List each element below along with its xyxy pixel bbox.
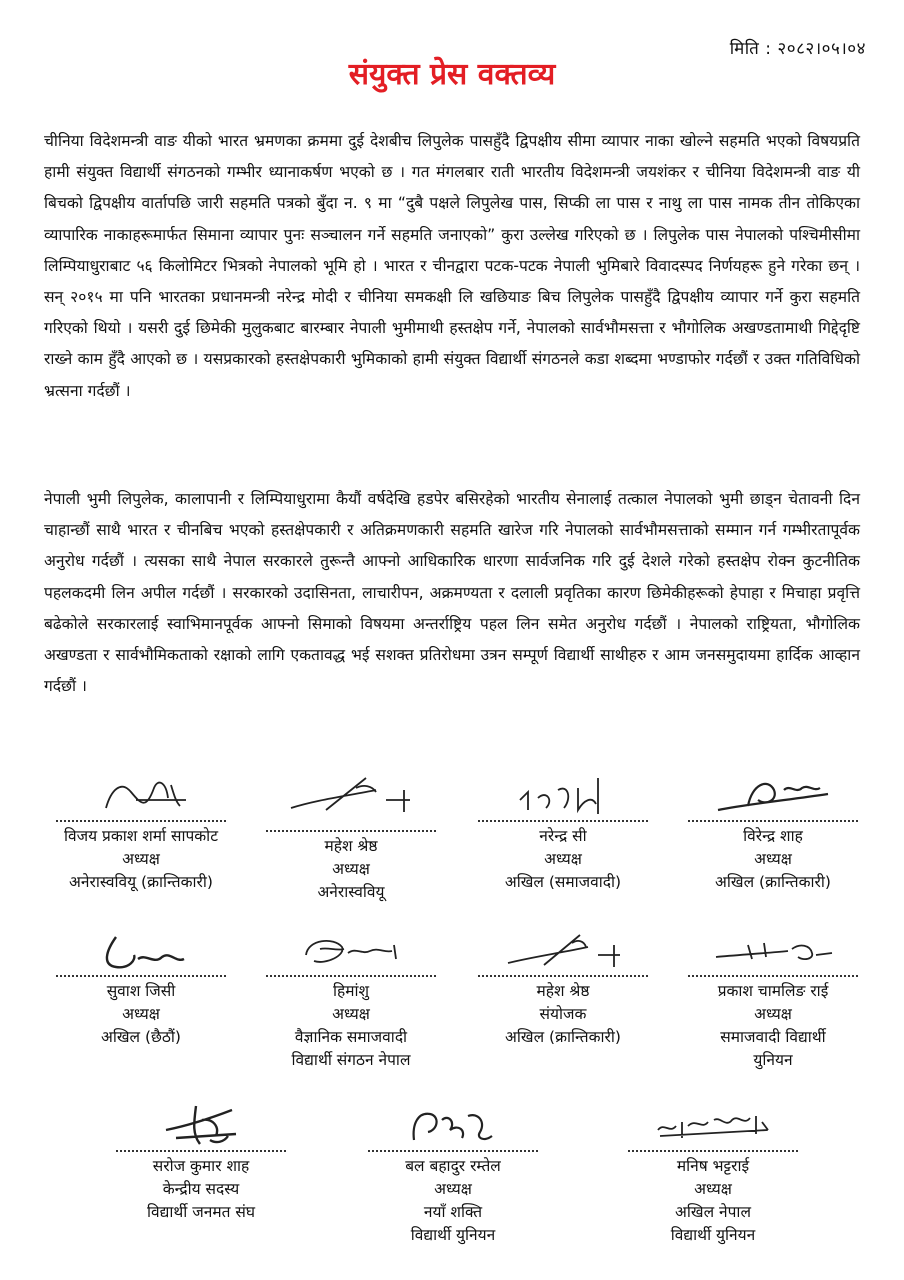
signatory-org: वैज्ञानिक समाजवादी xyxy=(294,1028,408,1046)
signatory-title: अध्यक्ष xyxy=(544,850,582,868)
signature-mark xyxy=(76,925,206,975)
signature-mark xyxy=(708,925,838,975)
signatory-block xyxy=(96,1100,306,1224)
signatory-title: अध्यक्ष xyxy=(434,1180,472,1198)
signatory-name: महेश श्रेष्ठ xyxy=(536,982,590,1000)
signatory-org: युनियन xyxy=(753,1051,793,1069)
signature-mark xyxy=(136,1100,266,1150)
signatory-block xyxy=(458,925,668,1049)
signature-mark xyxy=(498,925,628,975)
signatory-name: सरोज कुमार शाह xyxy=(152,1157,250,1175)
statement-date: मिति : २०८२।०५।०४ xyxy=(729,39,866,59)
signatory-name: बल बहादुर रम्तेल xyxy=(405,1157,501,1175)
signatory-org: अनेरास्ववियू xyxy=(317,883,385,901)
signatory-org: समाजवादी विद्यार्थी xyxy=(720,1028,826,1046)
signatory-org: अखिल (क्रान्तिकारी) xyxy=(505,1028,621,1046)
signature-mark xyxy=(286,925,416,975)
signatory-name: सुवाश जिसी xyxy=(106,982,176,1000)
signature-mark xyxy=(648,1100,778,1150)
signatory-block xyxy=(608,1100,818,1247)
signatory-org: विद्यार्थी युनियन xyxy=(410,1226,496,1244)
signatory-name: विजय प्रकाश शर्मा सापकोट xyxy=(63,827,219,845)
signatory-block xyxy=(668,925,878,1072)
signatory-org: नयाँ शक्ति xyxy=(423,1203,483,1221)
signatory-name: विरेन्द्र शाह xyxy=(743,827,803,845)
signatory-org: अखिल नेपाल xyxy=(675,1203,751,1221)
signatory-org: अखिल (क्रान्तिकारी) xyxy=(715,873,831,891)
signatory-block xyxy=(458,770,668,894)
signatory-title: अध्यक्ष xyxy=(122,850,160,868)
signatory-title: केन्द्रीय सदस्य xyxy=(162,1180,240,1198)
signature-mark xyxy=(286,770,416,820)
signature-mark xyxy=(708,770,838,820)
statement-paragraph-2: नेपाली भुमी लिपुलेक, कालापानी र लिम्पियाधुरामा कैयौं वर्षदेखि हडपेर बसिरहेको भारतीय सेनालाई तत्काल नेपालको भुमी छाड्न चेतावनी दिन चाहान्छौं साथै भारत र चीनबिच भएको हस्तक्षेपकारी र अतिक्रमणकारी सहमति खारेज गरि नेपालको सार्वभौमसत्ताको सम्मान गर्न गम्भीरतापूर्वक अनुरोध गर्दछौं । त्यसका साथै नेपाल सरकारले तुरून्तै आफ्नो आधिकारिक धारणा सार्वजनिक गरि दुई देशले गरेको हस्तक्षेप रोक्न कुटनीतिक पहलकदमी लिन अपील गर्दछौं । सरकारको उदासिनता, लाचारीपन, अक्रमण्यता र दलाली प्रवृतिका कारण छिमेकीहरूको हेपाहा र मिचाहा प्रवृत्ति बढेकोले सरकारलाई स्वाभिमानपूर्वक आफ्नो सिमाको विषयमा अन्तर्राष्ट्रिय पहल लिन समेत अनुरोध गर्दछौं । नेपालको राष्ट्रियता, भौगोलिक अखण्डता र सार्वभौमिकताको रक्षाको लागि एकतावद्ध भई सशक्त प्रतिरोधमा उत्रन सम्पूर्ण विद्यार्थी साथीहरु र आम जनसमुदायमा हार्दिक आव्हान गर्दछौं । xyxy=(44,490,860,696)
signatory-name: प्रकाश चामलिङ राई xyxy=(717,982,829,1000)
signatory-name: मनिष भट्टराई xyxy=(676,1157,750,1175)
signatory-block xyxy=(36,770,246,894)
signatory-name: हिमांशु xyxy=(332,982,370,1000)
signatory-title: अध्यक्ष xyxy=(122,1005,160,1023)
signatory-org: विद्यार्थी जनमत संघ xyxy=(146,1203,256,1221)
signature-mark xyxy=(76,770,206,820)
signatory-org: अखिल (छैठौं) xyxy=(101,1028,181,1046)
signatory-block xyxy=(36,925,246,1049)
signatory-org: विद्यार्थी युनियन xyxy=(670,1226,756,1244)
signatory-title: अध्यक्ष xyxy=(754,1005,792,1023)
signatory-org: अनेरास्ववियू (क्रान्तिकारी) xyxy=(69,873,213,891)
signatory-block xyxy=(348,1100,558,1247)
signatory-title: अध्यक्ष xyxy=(754,850,792,868)
page-title: संयुक्त प्रेस वक्तव्य xyxy=(348,57,556,92)
signatory-name: नरेन्द्र सी xyxy=(539,827,587,845)
signatory-title: संयोजक xyxy=(539,1005,587,1023)
signatory-block xyxy=(246,770,456,904)
signatory-title: अध्यक्ष xyxy=(332,1005,370,1023)
signatory-name: महेश श्रेष्ठ xyxy=(324,837,378,855)
signatory-org: विद्यार्थी संगठन नेपाल xyxy=(291,1051,411,1069)
signatory-org: अखिल (समाजवादी) xyxy=(504,873,622,891)
signature-mark xyxy=(388,1100,518,1150)
signatory-title: अध्यक्ष xyxy=(694,1180,732,1198)
signatory-title: अध्यक्ष xyxy=(332,860,370,878)
statement-paragraph-1: चीनिया विदेशमन्त्री वाङ यीको भारत भ्रमणका क्रममा दुई देशबीच लिपुलेक पासहुँदै द्विपक्षीय सीमा व्यापार नाका खोल्ने सहमति भएको विषयप्रति हामी संयुक्त विद्यार्थी संगठनको गम्भीर ध्यानाकर्षण भएको छ । गत मंगलबार राती भारतीय विदेशमन्त्री जयशंकर र चीनिया विदेशमन्त्री वाङ यी बिचको द्विपक्षीय वार्तापछि जारी सहमति पत्रको बुँदा न. ९ मा “दुबै पक्षले लिपुलेख पास, सिप्की ला पास र नाथु ला पास नामक तीन तोकिएका व्यापारिक नाकाहरूमार्फत सिमाना व्यापार पुनः सञ्चालन गर्ने सहमति जनाएको” कुरा उल्लेख गरिएको छ । लिपुलेक पास नेपालको पश्चिमीसीमा लिम्पियाधुराबाट ५६ किलोमिटर भित्रको नेपालको भूमि हो । भारत र चीनद्वारा पटक-पटक नेपाली भुमिबारे विवादस्पद निर्णयहरू हुने गरेका छन् । सन् २०१५ मा पनि भारतका प्रधानमन्त्री नरेन्द्र मोदी र चीनिया समकक्षी लि खछियाङ बिच लिपुलेक पासहुँदै द्विपक्षीय व्यापार गर्ने कुरा सहमति गरिएको थियो । यसरी दुई छिमेकी मुलुकबाट बारम्बार नेपाली भुमीमाथी हस्तक्षेप गर्ने, नेपालको सार्वभौमसत्ता र भौगोलिक अखण्डतामाथी गिद्देदृष्टि राख्ने काम हुँदै आएको छ । यसप्रकारको हस्तक्षेपकारी भुमिकाको हामी संयुक्त विद्यार्थी संगठनले कडा शब्दमा भण्डाफोर गर्दछौं र उक्त गतिविधिको भ्रत्सना गर्दछौं । xyxy=(44,132,860,400)
signature-mark xyxy=(498,770,628,820)
signatory-block xyxy=(668,770,878,894)
signatory-block xyxy=(246,925,456,1072)
